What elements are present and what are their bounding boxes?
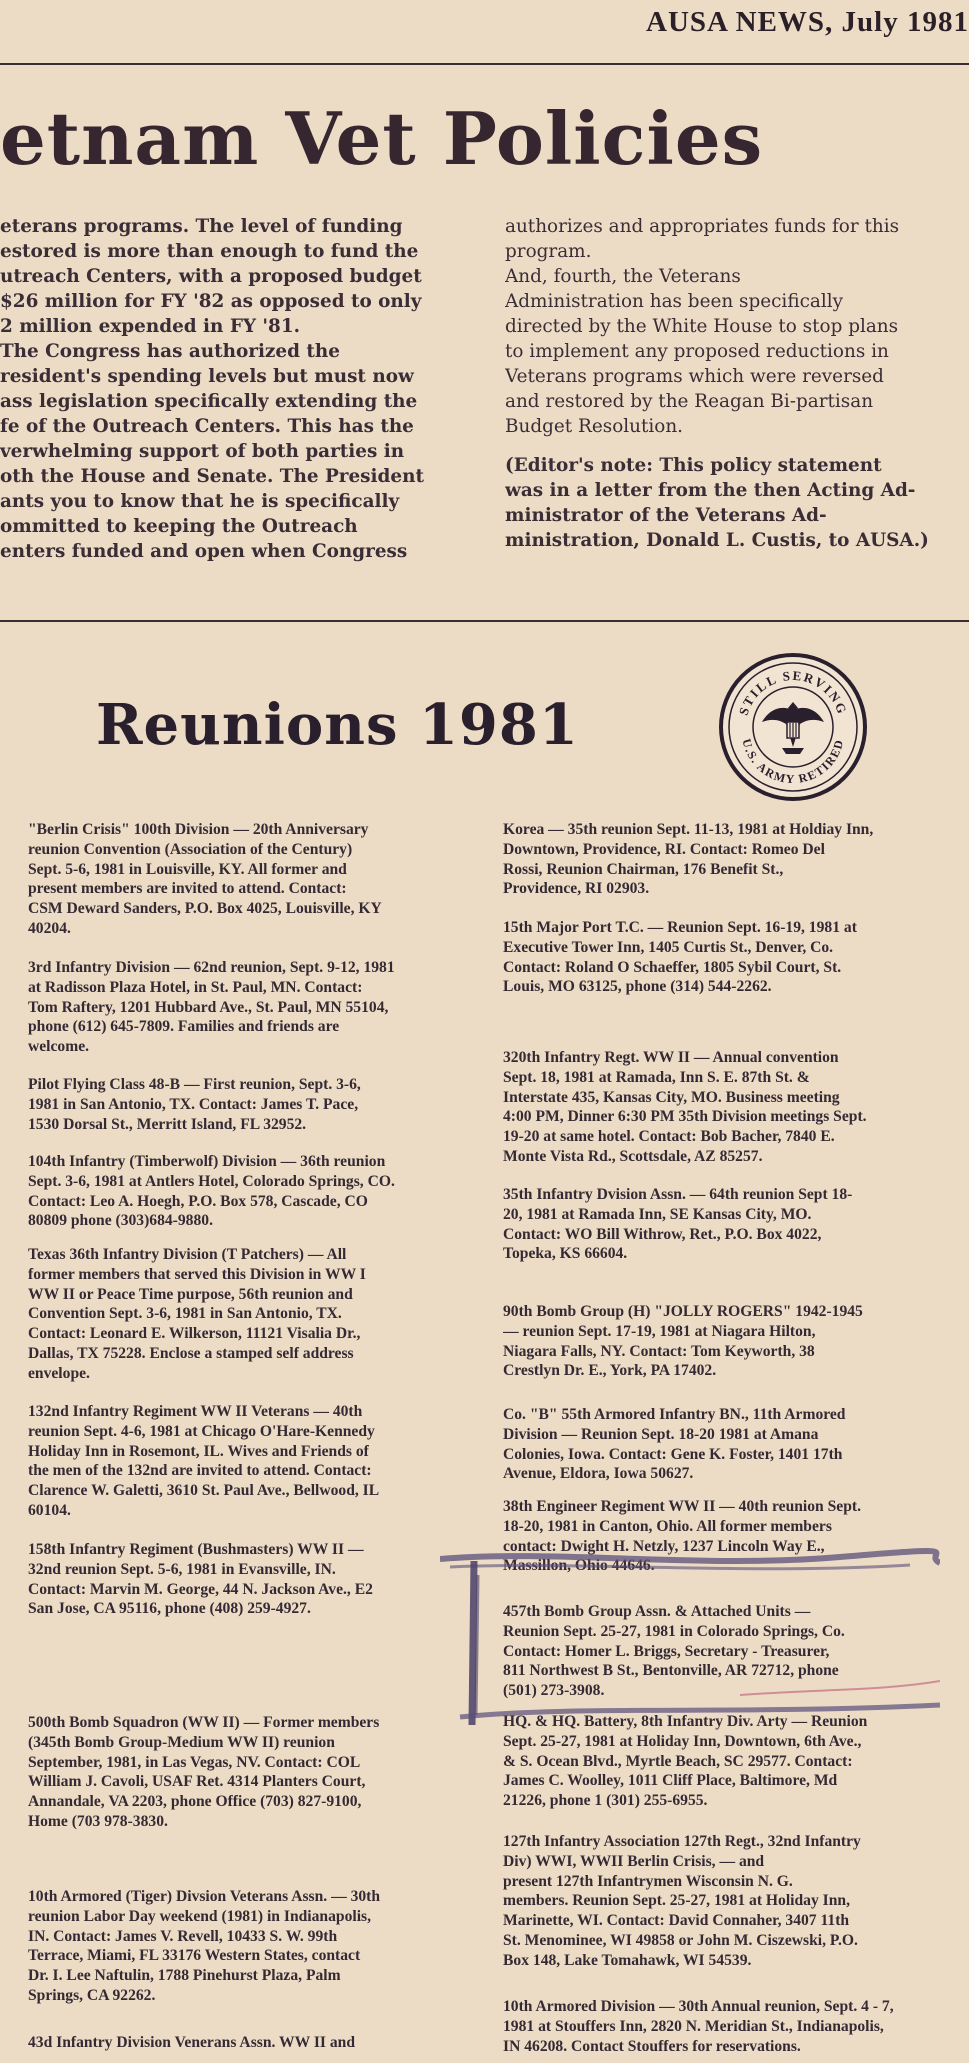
- reunion-entry: [503, 1302, 969, 1381]
- section-rule: [0, 620, 969, 622]
- reunion-entry: [503, 1048, 969, 1167]
- entry-line: 1981 in San Antonio, TX. Contact: James T. Pace,: [28, 1095, 359, 1113]
- entry-line: Tom Raftery, 1201 Hubbard Ave., St. Paul, MN 55104,: [28, 998, 389, 1016]
- article-left-column: [0, 214, 452, 564]
- text-line: estored is more than enough to fund the: [0, 241, 419, 262]
- text-line: (Editor's note: This policy statement: [505, 455, 882, 476]
- text-line: ommitted to keeping the Outreach: [0, 516, 358, 537]
- entry-line: 10th Armored (Tiger) Divsion Veterans Assn. — 30th: [28, 1888, 381, 1905]
- entry-line: Contact: Marvin M. George, 44 N. Jackson Ave., E2: [28, 1580, 373, 1598]
- text-line: ministrator of the Veterans Ad-: [505, 505, 827, 526]
- entry-line: Korea — 35th reunion Sept. 11-13, 1981 at Holdiay Inn,: [503, 821, 874, 838]
- entry-line: 43d Infantry Division Venerans Assn. WW II and: [28, 2034, 355, 2051]
- entry-line: Monte Vista Rd., Scottsdale, AZ 85257.: [503, 1147, 763, 1165]
- reunion-entry: [28, 1887, 472, 2006]
- entry-line: 811 Northwest B St., Bentonville, AR 72712, phone: [503, 1662, 839, 1680]
- entry-line: 80809 phone (303)684-9880.: [28, 1212, 213, 1230]
- text-line: 2 million expended in FY '81.: [0, 316, 301, 337]
- text-line: oth the House and Senate. The President: [0, 466, 424, 487]
- entry-line: San Jose, CA 95116, phone (408) 259-4927.: [28, 1600, 311, 1618]
- text-line: $26 million for FY '82 as opposed to only: [0, 291, 422, 312]
- entry-line: Holiday Inn in Rosemont, IL. Wives and Friends of: [28, 1442, 369, 1460]
- headline: etnam Vet Policies: [0, 98, 764, 180]
- entry-line: Marinette, WI. Contact: David Connaher, 3407 11th: [503, 1912, 850, 1930]
- reunion-entry: [503, 1832, 969, 1971]
- entry-line: 127th Infantry Association 127th Regt., 32nd Infantry: [503, 1833, 861, 1850]
- entry-line: St. Menominee, WI 49858 or John M. Ciszewski, P.O.: [503, 1931, 858, 1949]
- entry-line: 19-20 at same hotel. Contact: Bob Bacher, 7840 E.: [503, 1128, 835, 1146]
- entry-line: present members are invited to attend. Contact:: [28, 880, 347, 898]
- text-line: directed by the White House to stop plans: [505, 316, 899, 337]
- text-line: to implement any proposed reductions in: [505, 341, 889, 362]
- entry-line: Contact: WO Bill Withrow, Ret., P.O. Box 4022,: [503, 1225, 822, 1243]
- entry-line: William J. Cavoli, USAF Ret. 4314 Planters Court,: [28, 1773, 366, 1791]
- text-line: eterans programs. The level of funding: [0, 216, 403, 237]
- entry-line: Contact: Leonard E. Wilkerson, 11121 Visalia Dr.,: [28, 1325, 361, 1343]
- spacer: [505, 439, 969, 453]
- entry-line: Sept. 5-6, 1981 in Louisville, KY. All former and: [28, 860, 347, 878]
- reunion-entry: [503, 820, 969, 899]
- reunion-entry: [28, 820, 472, 939]
- reunion-entry: [28, 1245, 472, 1384]
- entry-line: 500th Bomb Squadron (WW II) — Former members: [28, 1714, 380, 1731]
- reunion-entry: [503, 1405, 969, 1484]
- text-line: resident's spending levels but must now: [0, 366, 414, 387]
- reunion-entry: [28, 2033, 472, 2053]
- entry-line: Annandale, VA 2203, phone Office (703) 827-9100,: [28, 1793, 362, 1811]
- seal-bottom-text: U.S. ARMY RETIRED: [739, 737, 847, 787]
- entry-line: Contact: Roland O Schaeffer, 1805 Sybil Court, St.: [503, 958, 842, 976]
- entry-line: 158th Infantry Regiment (Bushmasters) WW II —: [28, 1541, 364, 1558]
- entry-line: Sept. 3-6, 1981 at Antlers Hotel, Colorado Springs, CO.: [28, 1172, 395, 1190]
- text-line: Budget Resolution.: [505, 416, 684, 437]
- entry-line: Crestlyn Dr. E., York, PA 17402.: [503, 1362, 717, 1380]
- reunion-entry: [28, 1075, 472, 1134]
- entry-line: Avenue, Eldora, Iowa 50627.: [503, 1465, 694, 1483]
- entry-line: Downtown, Providence, RI. Contact: Romeo Del: [503, 840, 825, 858]
- entry-line: HQ. & HQ. Battery, 8th Infantry Div. Arty — Reunion: [503, 1713, 868, 1730]
- reunion-entry: [503, 1997, 969, 2056]
- article-right-column: [505, 214, 969, 553]
- entry-line: at Radisson Plaza Hotel, in St. Paul, MN. Contact:: [28, 978, 363, 996]
- entry-line: reunion Sept. 4-6, 1981 at Chicago O'Hare-Kennedy: [28, 1422, 375, 1440]
- entry-line: Convention Sept. 3-6, 1981 in San Antonio, TX.: [28, 1305, 342, 1323]
- entry-line: IN 46208. Contact Stouffers for reservations.: [503, 2037, 801, 2055]
- reunion-entry: [28, 958, 472, 1057]
- text-line: ass legislation specifically extending the: [0, 391, 418, 412]
- entry-line: Springs, CA 92262.: [28, 1986, 156, 2004]
- entry-line: (345th Bomb Group-Medium WW II) reunion: [28, 1733, 335, 1751]
- entry-line: September, 1981, in Las Vegas, NV. Contact: COL: [28, 1753, 361, 1771]
- entry-line: envelope.: [28, 1364, 90, 1382]
- reunion-entry: [28, 1540, 472, 1619]
- reunion-entry: [28, 1152, 472, 1231]
- entry-line: 132nd Infantry Regiment WW II Veterans — 40th: [28, 1403, 363, 1420]
- text-line: and restored by the Reagan Bi-partisan: [505, 391, 874, 412]
- entry-line: Reunion Sept. 25-27, 1981 in Colorado Springs, Co.: [503, 1622, 845, 1640]
- entry-line: Dallas, TX 75228. Enclose a stamped self address: [28, 1344, 354, 1362]
- text-line: verwhelming support of both parties in: [0, 441, 405, 462]
- entry-line: Dr. I. Lee Naftulin, 1788 Pinehurst Plaza, Palm: [28, 1967, 341, 1985]
- entry-line: Box 148, Lake Tomahawk, WI 54539.: [503, 1951, 752, 1969]
- entry-line: 38th Engineer Regiment WW II — 40th reunion Sept.: [503, 1498, 861, 1515]
- entry-line: WW II or Peace Time purpose, 56th reunion and: [28, 1285, 353, 1303]
- entry-line: contact: Dwight H. Netzly, 1237 Lincoln Way E.,: [503, 1537, 825, 1555]
- reunions-title: Reunions 1981: [96, 692, 579, 758]
- text-line: enters funded and open when Congress: [0, 541, 408, 562]
- entry-line: Terrace, Miami, FL 33176 Western States, contact: [28, 1947, 361, 1965]
- reunion-entry: [503, 918, 969, 997]
- entry-line: Sept. 18, 1981 at Ramada, Inn S. E. 87th St. &: [503, 1068, 810, 1086]
- entry-line: Co. "B" 55th Armored Infantry BN., 11th Armored: [503, 1406, 846, 1423]
- entry-line: 320th Infantry Regt. WW II — Annual convention: [503, 1049, 839, 1066]
- entry-line: Niagara Falls, NY. Contact: Tom Keyworth, 38: [503, 1342, 815, 1360]
- entry-line: 10th Armored Division — 30th Annual reunion, Sept. 4 - 7,: [503, 1998, 894, 2015]
- text-line: program.: [505, 241, 592, 262]
- text-line: ants you to know that he is specifically: [0, 491, 400, 512]
- entry-line: & S. Ocean Blvd., Myrtle Beach, SC 29577. Contact:: [503, 1752, 853, 1770]
- handwritten-markings: [440, 1545, 940, 1745]
- reunion-entry: [28, 1713, 472, 1832]
- entry-line: reunion Convention (Association of the Century): [28, 840, 353, 858]
- entry-line: Texas 36th Infantry Division (T Patchers) — All: [28, 1246, 347, 1263]
- text-line: authorizes and appropriates funds for this: [505, 216, 900, 237]
- entry-line: Contact: Homer L. Briggs, Secretary - Treasurer,: [503, 1642, 830, 1660]
- entry-line: 4:00 PM, Dinner 6:30 PM 35th Division meetings Sept.: [503, 1108, 867, 1126]
- masthead: AUSA NEWS, July 1981: [646, 6, 969, 38]
- text-line: was in a letter from the then Acting Ad-: [505, 480, 916, 501]
- entry-line: CSM Deward Sanders, P.O. Box 4025, Louisville, KY: [28, 900, 382, 918]
- entry-line: Executive Tower Inn, 1405 Curtis St., Denver, Co.: [503, 938, 834, 956]
- entry-line: the men of the 132nd are invited to attend. Contact:: [28, 1462, 372, 1480]
- entry-line: Massillon, Ohio 44646.: [503, 1557, 655, 1575]
- entry-line: Division — Reunion Sept. 18-20 1981 at Amana: [503, 1425, 819, 1443]
- entry-line: Contact: Leo A. Hoegh, P.O. Box 578, Cascade, CO: [28, 1192, 368, 1210]
- entry-line: Pilot Flying Class 48-B — First reunion, Sept. 3-6,: [28, 1076, 361, 1093]
- entry-line: 21226, phone 1 (301) 255-6955.: [503, 1792, 708, 1810]
- entry-line: 20, 1981 at Ramada Inn, SE Kansas City, MO.: [503, 1205, 812, 1223]
- entry-line: reunion Labor Day weekend (1981) in Indianapolis,: [28, 1907, 371, 1925]
- entry-line: Topeka, KS 66604.: [503, 1245, 628, 1263]
- entry-line: 90th Bomb Group (H) "JOLLY ROGERS" 1942-1945: [503, 1303, 863, 1320]
- entry-line: Rossi, Reunion Chairman, 176 Benefit St.,: [503, 860, 784, 878]
- entry-line: present 127th Infantrymen Wisconsin N. G.: [503, 1872, 793, 1890]
- reunion-entry: [503, 1185, 969, 1264]
- text-line: Administration has been specifically: [505, 291, 843, 312]
- entry-line: 32nd reunion Sept. 5-6, 1981 in Evansville, IN.: [28, 1560, 336, 1578]
- top-rule: [0, 63, 969, 65]
- entry-line: 1981 at Stouffers Inn, 2820 N. Meridian St., Indianapolis,: [503, 2017, 884, 2035]
- entry-line: 457th Bomb Group Assn. & Attached Units —: [503, 1603, 811, 1620]
- entry-line: former members that served this Division in WW I: [28, 1265, 366, 1283]
- entry-line: (501) 273-3908.: [503, 1682, 605, 1700]
- entry-line: Sept. 25-27, 1981 at Holiday Inn, Downtown, 6th Ave.,: [503, 1732, 862, 1750]
- entry-line: phone (612) 645-7809. Families and friends are: [28, 1018, 340, 1036]
- entry-line: 15th Major Port T.C. — Reunion Sept. 16-19, 1981 at: [503, 919, 857, 936]
- entry-line: 40204.: [28, 919, 71, 937]
- entry-line: 18-20, 1981 in Canton, Ohio. All former members: [503, 1517, 832, 1535]
- text-line: utreach Centers, with a proposed budget: [0, 266, 422, 287]
- entry-line: "Berlin Crisis" 100th Division — 20th Anniversary: [28, 821, 369, 838]
- army-retired-seal: [718, 652, 868, 802]
- entry-line: members. Reunion Sept. 25-27, 1981 at Holiday Inn,: [503, 1892, 850, 1910]
- entry-line: 3rd Infantry Division — 62nd reunion, Sept. 9-12, 1981: [28, 959, 395, 976]
- text-line: And, fourth, the Veterans: [505, 266, 741, 287]
- text-line: ministration, Donald L. Custis, to AUSA.): [505, 530, 929, 551]
- entry-line: Clarence W. Galetti, 3610 St. Paul Ave., Bellwood, IL: [28, 1482, 380, 1500]
- entry-line: welcome.: [28, 1038, 90, 1056]
- entry-line: 1530 Dorsal St., Merritt Island, FL 32952.: [28, 1115, 307, 1133]
- entry-line: 60104.: [28, 1501, 71, 1519]
- entry-line: 104th Infantry (Timberwolf) Division — 36th reunion: [28, 1153, 386, 1170]
- entry-line: Home (703 978-3830.: [28, 1812, 168, 1830]
- entry-line: James C. Woolley, 1011 Cliff Place, Baltimore, Md: [503, 1772, 838, 1790]
- entry-line: Colonies, Iowa. Contact: Gene K. Foster, 1401 17th: [503, 1445, 843, 1463]
- entry-line: Interstate 435, Kansas City, MO. Business meeting: [503, 1088, 840, 1106]
- text-line: Veterans programs which were reversed: [505, 366, 884, 387]
- entry-line: Div) WWI, WWII Berlin Crisis, — and: [503, 1852, 765, 1870]
- entry-line: Providence, RI 02903.: [503, 880, 650, 898]
- reunion-entry: [28, 1402, 472, 1521]
- text-line: fe of the Outreach Centers. This has the: [0, 416, 414, 437]
- text-line: The Congress has authorized the: [0, 341, 340, 362]
- seal-top-text: STILL SERVING: [735, 667, 851, 718]
- entry-line: — reunion Sept. 17-19, 1981 at Niagara Hilton,: [503, 1322, 816, 1340]
- entry-line: Louis, MO 63125, phone (314) 544-2262.: [503, 978, 772, 996]
- entry-line: IN. Contact: James V. Revell, 10433 S. W. 99th: [28, 1927, 338, 1945]
- entry-line: 35th Infantry Dvision Assn. — 64th reunion Sept 18-: [503, 1186, 853, 1203]
